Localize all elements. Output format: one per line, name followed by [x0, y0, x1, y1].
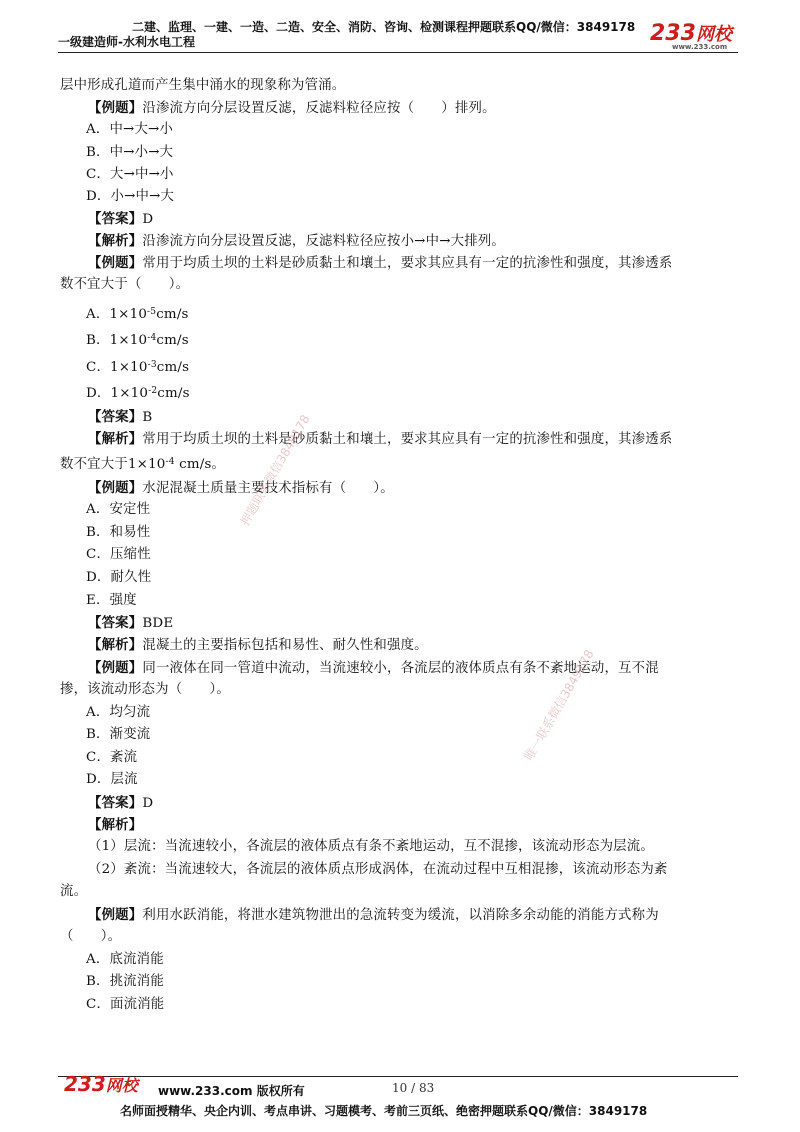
option-e: E．强度 [86, 593, 137, 608]
footer-promo-line: 名师面授精华、央企内训、考点串讲、习题模考、考前三页纸、绝密押题联系QQ/微信：3849178 [120, 1104, 648, 1118]
explanation-2: 【解析】常用于均质土坝的土料是砂质黏土和壤土，要求其应具有一定的抗渗性和强度，其渗透系 [88, 431, 673, 447]
question-5-cont: （ ）。 [60, 929, 122, 944]
explanation-2-cont: 数不宜大于$1\times 10^{-4}$ cm/s。 [60, 457, 226, 472]
page-number: 10 / 83 [392, 1081, 435, 1095]
option-c: C．紊流 [86, 750, 138, 765]
question-2: 【例题】常用于均质土坝的土料是砂质黏土和壤土，要求其应具有一定的抗渗性和强度，其渗透系 [88, 255, 673, 271]
option-d: D．层流 [86, 772, 138, 787]
question-4: 【例题】同一液体在同一管道中流动，当流速较小，各流层的液体质点有条不紊地运动，互不混 [88, 660, 659, 676]
watermark: 唯一联系微信3849178 [521, 647, 597, 763]
option-c: C．面流消能 [86, 997, 165, 1012]
explanation-4-p2-cont: 流。 [60, 884, 88, 899]
option-c: C．大→中→小 [86, 167, 174, 182]
answer-2: 【答案】B [88, 409, 153, 425]
option-b: B．中→小→大 [86, 145, 174, 160]
option-a: A．中→大→小 [86, 122, 174, 137]
option-a: A．均匀流 [86, 705, 151, 720]
option-a: A．底流消能 [86, 952, 164, 967]
watermark: 押题联系微信3849178 [237, 412, 313, 528]
option-c: C．压缩性 [86, 547, 151, 562]
header-promo-line: 二建、监理、一建、一造、二造、安全、消防、咨询、检测课程押题联系QQ/微信：3849178 [132, 20, 636, 34]
header-logo [650, 20, 732, 51]
question-1: 【例题】沿渗流方向分层设置反滤，反滤料粒径应按（ ）排列。 [88, 100, 496, 116]
header-divider [58, 52, 738, 53]
header-logo-url: www.233.com [672, 43, 728, 51]
footer-logo [64, 1072, 138, 1096]
option-b: B．$1\times 10^{-4}cm/s$ [86, 333, 189, 348]
question-5: 【例题】利用水跃消能，将泄水建筑物泄出的急流转变为缓流，以消除多余动能的消能方式称为 [88, 907, 659, 923]
explanation-4-p1: （1）层流：当流速较小，各流层的液体质点有条不紊地运动，互不混掺，该流动形态为层流。 [88, 839, 654, 854]
footer-copyright: www.233.com 版权所有 [158, 1084, 305, 1098]
footer-logo-text: 网校 [105, 1076, 138, 1095]
footer-logo-number: 233 [64, 1072, 106, 1096]
header-logo-number: 233 [650, 21, 696, 46]
option-d: D．$1\times 10^{-2}cm/s$ [86, 386, 190, 401]
option-a: A．安定性 [86, 502, 151, 517]
option-b: B．渐变流 [86, 727, 151, 742]
explanation-1: 【解析】沿渗流方向分层设置反滤，反滤料粒径应按小→中→大排列。 [88, 233, 505, 249]
explanation-3: 【解析】混凝土的主要指标包括和易性、耐久性和强度。 [88, 637, 428, 653]
answer-1: 【答案】D [88, 211, 154, 227]
question-3: 【例题】水泥混凝土质量主要技术指标有（ ）。 [88, 480, 394, 496]
answer-4: 【答案】D [88, 795, 154, 811]
explanation-4: 【解析】 [88, 817, 143, 833]
footer-divider [58, 1076, 738, 1077]
option-b: B．和易性 [86, 525, 151, 540]
header-subject: 一级建造师-水利水电工程 [58, 35, 195, 49]
explanation-4-p2: （2）紊流：当流速较大，各流层的液体质点形成涡体，在流动过程中互相混掺，该流动形态为紊 [88, 862, 668, 877]
text-line: 层中形成孔道而产生集中涌水的现象称为管涌。 [60, 78, 346, 93]
header-logo-text: 网校 [695, 24, 732, 45]
option-c: C．$1\times 10^{-3}cm/s$ [86, 360, 190, 375]
answer-3: 【答案】BDE [88, 615, 174, 631]
question-2-cont: 数不宜大于（ ）。 [60, 277, 190, 292]
option-d: D．耐久性 [86, 570, 152, 585]
option-b: B．挑流消能 [86, 974, 164, 989]
option-d: D．小→中→大 [86, 189, 175, 204]
question-4-cont: 掺，该流动形态为（ ）。 [60, 682, 230, 697]
option-a: A．$1\times 10^{-5}cm/s$ [86, 307, 189, 322]
